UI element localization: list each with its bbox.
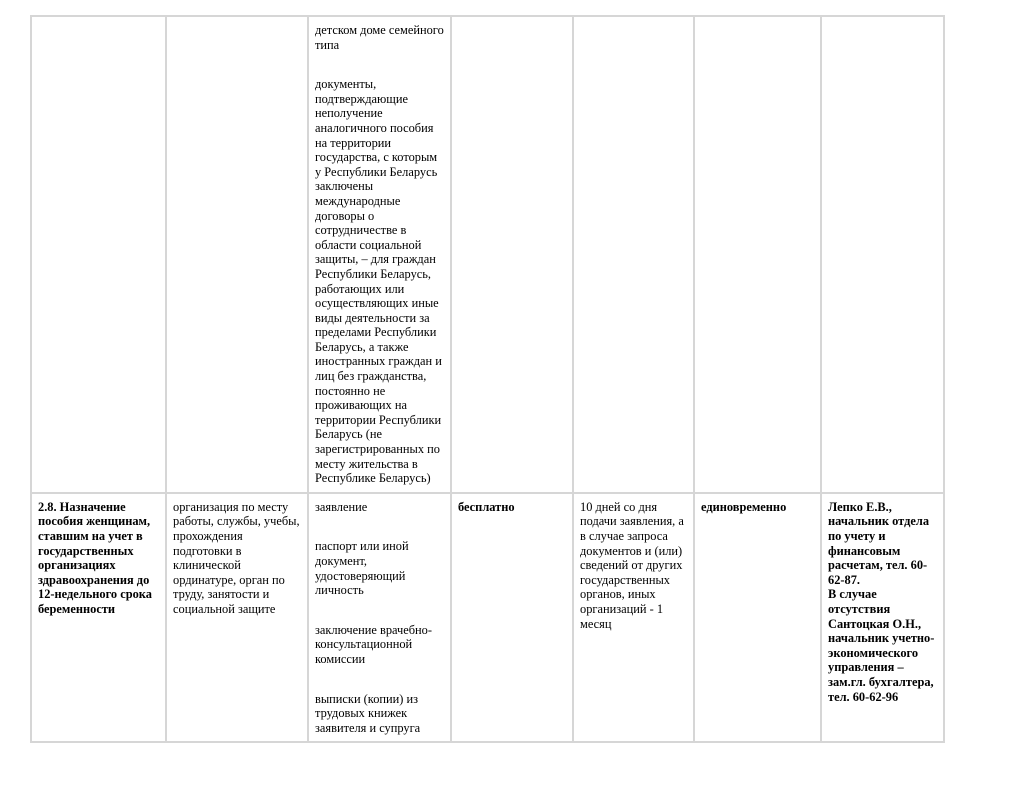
cell-fee — [451, 493, 573, 743]
cell-term-empty — [573, 16, 694, 493]
fee-text: бесплатно — [458, 499, 515, 514]
documents-paragraph: заявление — [315, 499, 368, 514]
cell-fee-empty — [451, 16, 573, 493]
documents-paragraph: выписки (копии) из трудовых книжек заявителя и супруга — [315, 691, 421, 735]
contact-line: В случае отсутствия Сантоцкая О.Н., начальник учетно-экономического управления – зам.гл. бухгалтера, тел. 60-62-96 — [828, 587, 935, 704]
procedure-title: 2.8. Назначение пособия женщинам, ставшим на учет в государственных организациях здравоохранения до 12-недельного срока беременности — [38, 499, 152, 616]
cell-documents — [308, 493, 451, 743]
table-row-procedure-2-8 — [31, 493, 944, 743]
cell-validity — [694, 493, 821, 743]
contact-line: Лепко Е.В., начальник отдела по учету и финансовым расчетам, тел. 60-62-87. — [828, 499, 930, 587]
validity-text: единовременно — [701, 499, 787, 514]
cell-contact — [821, 493, 944, 743]
documents-paragraph: заключение врачебно-консультационной комиссии — [315, 622, 433, 666]
cell-authority-empty — [166, 16, 308, 493]
cell-contact-empty — [821, 16, 944, 493]
cell-authority — [166, 493, 308, 743]
table-row-continuation — [31, 16, 944, 493]
documents-paragraph: паспорт или иной документ, удостоверяющий личность — [315, 539, 409, 598]
documents-paragraph: детском доме семейного типа — [315, 23, 444, 52]
documents-paragraph: документы, подтверждающие неполучение аналогичного пособия на территории государства, с которым у Республики Беларусь заключены международные договоры о сотрудничестве в области социальной защиты, – для граждан Республики Беларусь, работающих или осуществляющих иные виды деятельности за пределами Республики Беларусь, а также иностранных граждан и лиц без гражданства, постоянно не проживающих на территории Республики Беларусь (не зарегистрированных по месту жительства в Республике Беларусь) — [315, 77, 442, 486]
cell-procedure-name — [31, 493, 166, 743]
administrative-procedures-table — [30, 15, 945, 743]
cell-procedure-empty — [31, 16, 166, 493]
authority-text: организация по месту работы, службы, учебы, прохождения подготовки в клинической ординатуре, орган по труду, занятости и социальной защите — [173, 499, 300, 616]
term-text: 10 дней со дня подачи заявления, а в случае запроса документов и (или) сведений от других государственных органов, иных организаций - 1 месяц — [580, 499, 684, 631]
cell-term — [573, 493, 694, 743]
cell-documents-continuation — [308, 16, 451, 493]
cell-validity-empty — [694, 16, 821, 493]
